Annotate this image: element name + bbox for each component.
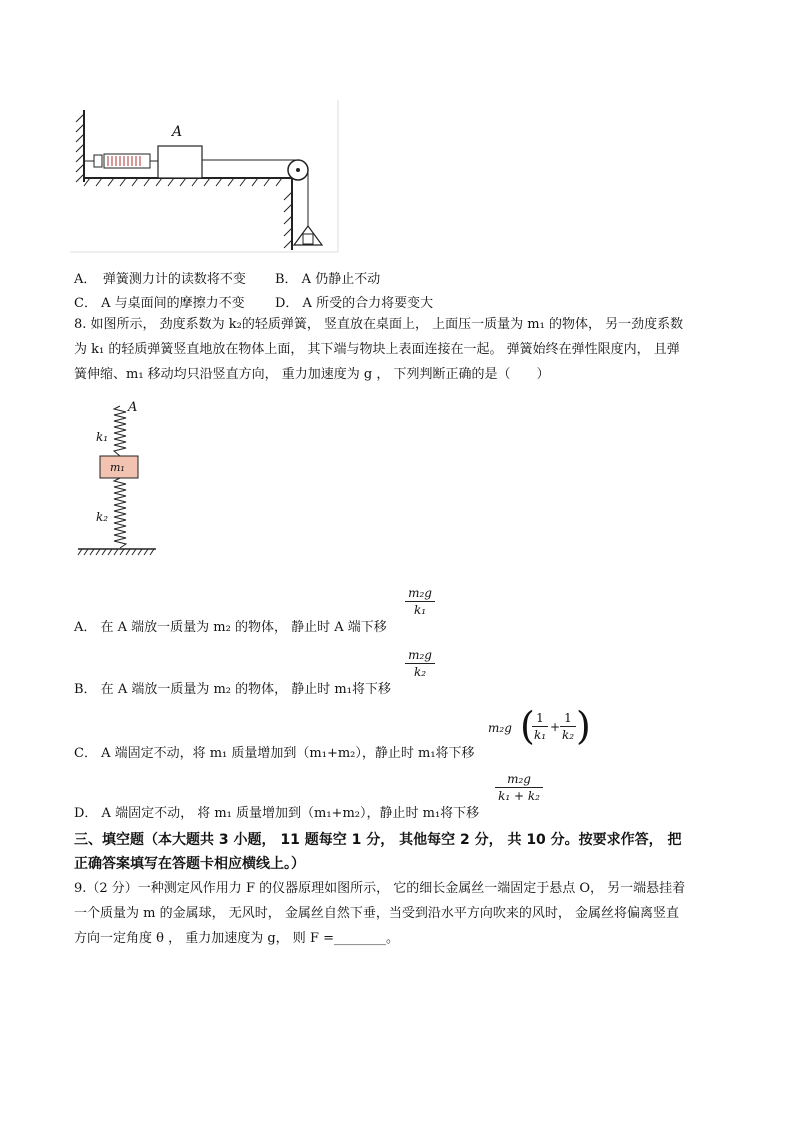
- fraction-numerator: m₂g: [408, 648, 432, 662]
- q8-stem-line-1: 8. 如图所示， 劲度系数为 k₂的轻质弹簧， 竖直放在桌面上， 上面压一质量为 m₁ 的物体， 另一劲度系数: [74, 317, 684, 332]
- left-paren: (: [520, 704, 535, 748]
- fraction-numerator: m₂g: [408, 586, 432, 600]
- q9-stem-line-3[interactable]: 方向一定角度 θ ， 重力加速度为 g， 则 F =________。: [74, 931, 399, 946]
- fraction-denominator: k₁: [534, 728, 547, 742]
- fraction-numerator: 1: [536, 711, 544, 725]
- fraction-1-over-k2: [560, 711, 576, 742]
- figure-springs-mass: [74, 400, 164, 560]
- q8-option-b[interactable]: [74, 678, 391, 697]
- q8-stem-line-3: 簧伸缩、m₁ 移动均只沿竖直方向， 重力加速度为 g ， 下列判断正确的是（ ）: [74, 367, 550, 382]
- q7-option-c-text: C． A 与桌面间的摩擦力不变: [74, 296, 245, 311]
- q8-option-a-text: A． 在 A 端放一质量为 m₂ 的物体， 静止时 A 端下移: [74, 620, 387, 635]
- q8-option-a-fraction: [405, 586, 435, 617]
- q8-option-b-fraction: [405, 648, 435, 679]
- q9-stem-line-2: 一个质量为 m 的金属球， 无风时， 金属丝自然下垂，当受到沿水平方向吹来的风时， 金属丝将偏离竖直: [74, 906, 679, 921]
- fraction-denominator: k₂: [562, 728, 575, 742]
- q8-option-a[interactable]: [74, 616, 387, 635]
- q9-stem-line-1: 9.（2 分）一种测定风作用力 F 的仪器原理如图所示， 它的细长金属丝一端固定于悬点 O， 另一端悬挂着: [74, 881, 686, 896]
- figure-spring-block-pulley: [70, 100, 345, 255]
- q7-option-d[interactable]: [275, 292, 433, 311]
- q7-option-d-text: D． A 所受的合力将要变大: [275, 296, 434, 311]
- section-3-heading-line-2: 正确答案填写在答题卡相应横线上。）: [74, 856, 305, 872]
- figure1-label-a: A: [172, 124, 183, 140]
- fraction-denominator: k₁: [413, 603, 427, 617]
- q7-option-c[interactable]: [74, 292, 245, 311]
- q7-option-b[interactable]: [275, 268, 380, 287]
- q8-option-c-text: C． A 端固定不动，将 m₁ 质量增加到（m₁+m₂），静止时 m₁将下移: [74, 746, 475, 761]
- fraction-1-over-k1: [532, 711, 548, 742]
- q8-figure-label-a: A: [128, 400, 138, 415]
- fraction-denominator: k₂: [413, 665, 427, 679]
- q8-option-d[interactable]: [74, 802, 479, 821]
- fraction-numerator: m₂g: [507, 772, 531, 786]
- q8-figure-label-k1: k₁: [96, 430, 109, 444]
- right-paren: ): [576, 704, 591, 748]
- q8-figure-label-k2: k₂: [96, 510, 109, 524]
- q8-figure-label-m1: m₁: [110, 461, 125, 474]
- q7-option-a-text: A． 弹簧测力计的读数将不变: [74, 272, 246, 287]
- section-3-heading-line-1: 三、填空题（本大题共 3 小题， 11 题每空 1 分， 其他每空 2 分， 共 10 分。按要求作答， 把: [74, 832, 682, 848]
- q8-option-c[interactable]: [74, 742, 475, 761]
- plus-sign: +: [550, 720, 561, 734]
- q8-option-d-fraction: [495, 772, 543, 803]
- expression-prefix: m₂g: [488, 721, 512, 735]
- q8-stem-line-2: 为 k₁ 的轻质弹簧竖直地放在物体上面， 其下端与物块上表面连接在一起。 弹簧始终在弹性限度内， 且弹: [74, 342, 680, 357]
- q8-option-d-text: D． A 端固定不动， 将 m₁ 质量增加到（m₁+m₂），静止时 m₁将下移: [74, 806, 480, 821]
- q7-option-b-text: B． A 仍静止不动: [275, 272, 381, 287]
- q7-option-a[interactable]: [74, 268, 246, 287]
- fraction-denominator: k₁ + k₂: [498, 789, 540, 803]
- fraction-numerator: 1: [564, 711, 572, 725]
- q8-option-b-text: B． 在 A 端放一质量为 m₂ 的物体， 静止时 m₁将下移: [74, 682, 391, 697]
